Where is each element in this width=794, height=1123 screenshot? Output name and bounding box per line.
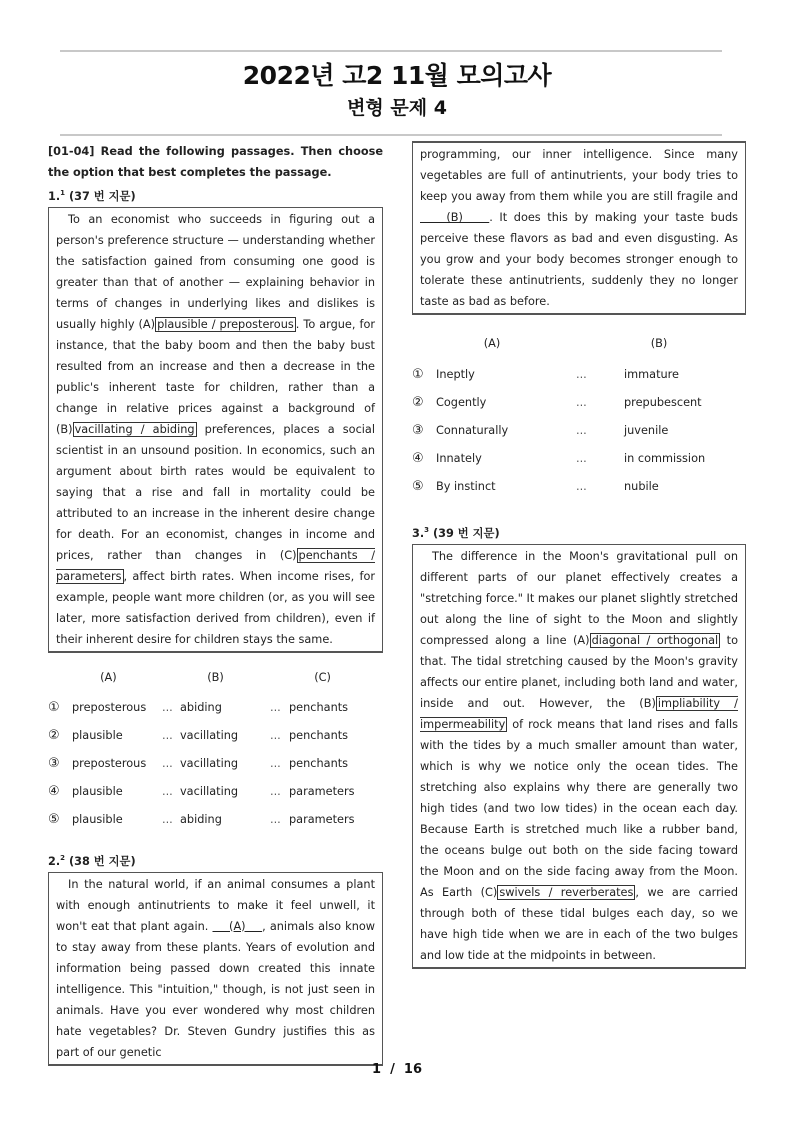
- ellipsis: ...: [162, 729, 173, 743]
- question-3-heading: [412, 520, 746, 544]
- passage-text: . To argue, for instance, that the baby boom and then the baby bust resulted from an increase and then a decrease in the public's inherent taste for children, rather than a change in relative prices against a background of (B): [56, 317, 375, 436]
- option-number: ②: [412, 394, 424, 410]
- option-b: immature: [624, 367, 680, 381]
- passage-text: of rock means that land rises and falls with the tides by a much smaller amount than water, which is why we notice only the ocean tides. The stretching also explains why there are generally two high tides (and two low tides) in the ocean each day. Because Earth is stretched much like a rubber band, the oceans bulge out both on the side facing toward the Moon and on the side facing away from the Moon. As Earth (C): [420, 717, 738, 899]
- option-number: ①: [412, 366, 424, 382]
- option-a: plausible: [72, 813, 123, 827]
- question-1-number: 1.: [48, 189, 61, 203]
- option-b: vacillating: [180, 785, 239, 799]
- question-2-heading: [48, 848, 383, 872]
- passage-text: , we are carried through both of these tidal bulges each day, so we have high tide when we are in each of the two bulges and low tide at the midpoints in between.: [420, 885, 739, 962]
- ellipsis: ...: [270, 785, 281, 799]
- option-1[interactable]: [48, 694, 383, 722]
- question-2-option-headers: [412, 333, 746, 354]
- ellipsis: ...: [162, 785, 173, 799]
- option-c: penchants: [289, 729, 349, 743]
- option-b: abiding: [180, 701, 222, 715]
- page-number: 1 / 16: [372, 1062, 422, 1077]
- ellipsis: ...: [270, 757, 281, 771]
- option-number: ③: [48, 756, 60, 772]
- header-b: (B): [650, 337, 668, 350]
- header-a: (A): [100, 670, 117, 684]
- question-1-heading: [48, 183, 383, 207]
- passage-text: to that. The tidal stretching caused by the Moon's gravity affects our entire planet, including both land and water, inside and out. However, the (B): [420, 633, 739, 710]
- option-a: preposterous: [72, 701, 147, 715]
- option-a: By instinct: [436, 479, 496, 493]
- option-a: plausible: [72, 785, 123, 799]
- question-3-number: 3.: [412, 526, 425, 540]
- option-a: Innately: [436, 451, 482, 465]
- ellipsis: ...: [576, 423, 587, 437]
- question-1-passage: [48, 207, 383, 653]
- ellipsis: ...: [576, 451, 587, 465]
- passage-text: . It does this by making your taste buds perceive these flavors as bad and even disgusting. As you grow and your body becomes stronger enough to tolerate these antinutrients, suddenly they no longer taste as bad as before.: [420, 211, 739, 308]
- option-4[interactable]: [48, 778, 383, 806]
- option-number: ④: [412, 450, 424, 466]
- ellipsis: ...: [162, 813, 173, 827]
- question-2-options: [412, 360, 746, 500]
- option-5[interactable]: [412, 472, 746, 500]
- ellipsis: ...: [576, 367, 587, 381]
- option-b: vacillating: [180, 729, 239, 743]
- option-number: ⑤: [48, 812, 60, 828]
- question-1-source: (37 번 지문): [68, 189, 136, 203]
- choice-box-b: vacillating / abiding: [74, 422, 195, 436]
- passage-text: , animals also know to stay away from these plants. Years of evolution and information being passed down created this innate intelligence. This "intuition," though, is not just seen in animals. Have you ever wondered why most children hate vegetables? Dr. Steven Gundry justifies this as part of our genetic: [56, 919, 376, 1059]
- ellipsis: ...: [270, 701, 281, 715]
- option-b: juvenile: [624, 423, 669, 437]
- option-number: ③: [412, 422, 424, 438]
- option-2[interactable]: [412, 388, 746, 416]
- choice-box-c: penchants / parameters: [56, 548, 375, 583]
- ellipsis: ...: [270, 729, 281, 743]
- option-number: ①: [48, 700, 60, 716]
- blank-b: (B): [420, 211, 490, 224]
- top-rule: [60, 50, 722, 52]
- option-number: ②: [48, 728, 60, 744]
- subtitle-rule: [60, 134, 722, 136]
- question-3-source: (39 번 지문): [432, 526, 500, 540]
- option-a: Ineptly: [436, 367, 475, 381]
- blank-a: (A): [212, 919, 263, 933]
- choice-box-b: impliability / impermeability: [420, 696, 738, 731]
- right-column: [412, 141, 746, 969]
- page-subtitle: 변형 문제 4: [347, 97, 447, 119]
- ellipsis: ...: [576, 479, 587, 493]
- option-2[interactable]: [48, 722, 383, 750]
- passage-text: The difference in the Moon's gravitational pull on different parts of our planet effectively creates a "stretching force." It makes our planet slightly stretched out along the line of sight to the Moon and slightly compressed along a line (A): [420, 549, 738, 647]
- passage-text: To an economist who succeeds in figuring out a person's preference structure — understanding whether the satisfaction gained from consuming one good is greater than that of another — explaining behavior in terms of changes in underlying likes and dislikes is usually highly (A): [56, 212, 375, 331]
- page-title: 2022년 고2 11월 모의고사: [242, 61, 552, 90]
- question-2-passage-part-1: [48, 872, 383, 1066]
- option-c: parameters: [289, 785, 355, 799]
- option-number: ⑤: [412, 478, 424, 494]
- question-1-options: [48, 694, 383, 834]
- option-c: parameters: [289, 813, 355, 827]
- option-c: penchants: [289, 701, 349, 715]
- option-b: nubile: [624, 479, 659, 493]
- passage-text: programming, our inner intelligence. Since many vegetables are full of antinutrients, your body tries to keep you away from them while you are still fragile and: [420, 148, 738, 203]
- left-column: [48, 141, 383, 1066]
- option-b: prepubescent: [624, 395, 702, 409]
- question-1-option-headers: [48, 667, 383, 688]
- passage-text: preferences, places a social scientist in an unsound position. In economics, such an argument about birth rates would be equivalent to saying that a rise and fall in mortality could be attributed to an increase in the inherent desire change for death. For an economist, changes in income and prices, rather than changes in (C): [56, 422, 375, 562]
- option-a: preposterous: [72, 757, 147, 771]
- passage-text: In the natural world, if an animal consumes a plant with enough antinutrients to make it feel unwell, it won't eat that plant again.: [56, 877, 375, 933]
- option-a: plausible: [72, 729, 123, 743]
- passage-text: , affect birth rates. When income rises, for example, people want more children (or, as you will see later, more satisfaction derived from children), even if their inherent desire for children stays the same.: [56, 569, 375, 646]
- option-b: vacillating: [180, 757, 239, 771]
- header-a: (A): [483, 337, 501, 350]
- option-3[interactable]: [48, 750, 383, 778]
- ellipsis: ...: [162, 701, 173, 715]
- ellipsis: ...: [162, 757, 173, 771]
- option-1[interactable]: [412, 360, 746, 388]
- option-a: Cogently: [436, 395, 487, 409]
- question-1-footnote: 1: [60, 189, 66, 197]
- instructions: [01-04] Read the following passages. Then choose the option that best completes the passage.: [48, 145, 383, 179]
- option-b: abiding: [180, 813, 222, 827]
- option-c: penchants: [289, 757, 349, 771]
- question-3-passage: [412, 544, 746, 969]
- question-3-footnote: 3: [424, 526, 430, 534]
- option-b: in commission: [624, 451, 706, 465]
- option-3[interactable]: [412, 416, 746, 444]
- header-b: (B): [207, 670, 224, 684]
- option-number: ④: [48, 784, 60, 800]
- question-2-passage-part-2: [412, 141, 746, 315]
- option-4[interactable]: [412, 444, 746, 472]
- question-2-footnote: 2: [60, 853, 66, 862]
- choice-box-a: diagonal / orthogonal: [591, 633, 719, 647]
- ellipsis: ...: [270, 813, 281, 827]
- option-a: Connaturally: [436, 423, 509, 437]
- choice-box-a: plausible / preposterous: [157, 317, 294, 331]
- ellipsis: ...: [576, 395, 587, 409]
- question-2-source: (38 번 지문): [68, 854, 136, 868]
- question-2-number: 2.: [48, 854, 61, 868]
- header-c: (C): [314, 670, 331, 684]
- choice-box-c: swivels / reverberates: [499, 885, 634, 899]
- option-5[interactable]: [48, 806, 383, 834]
